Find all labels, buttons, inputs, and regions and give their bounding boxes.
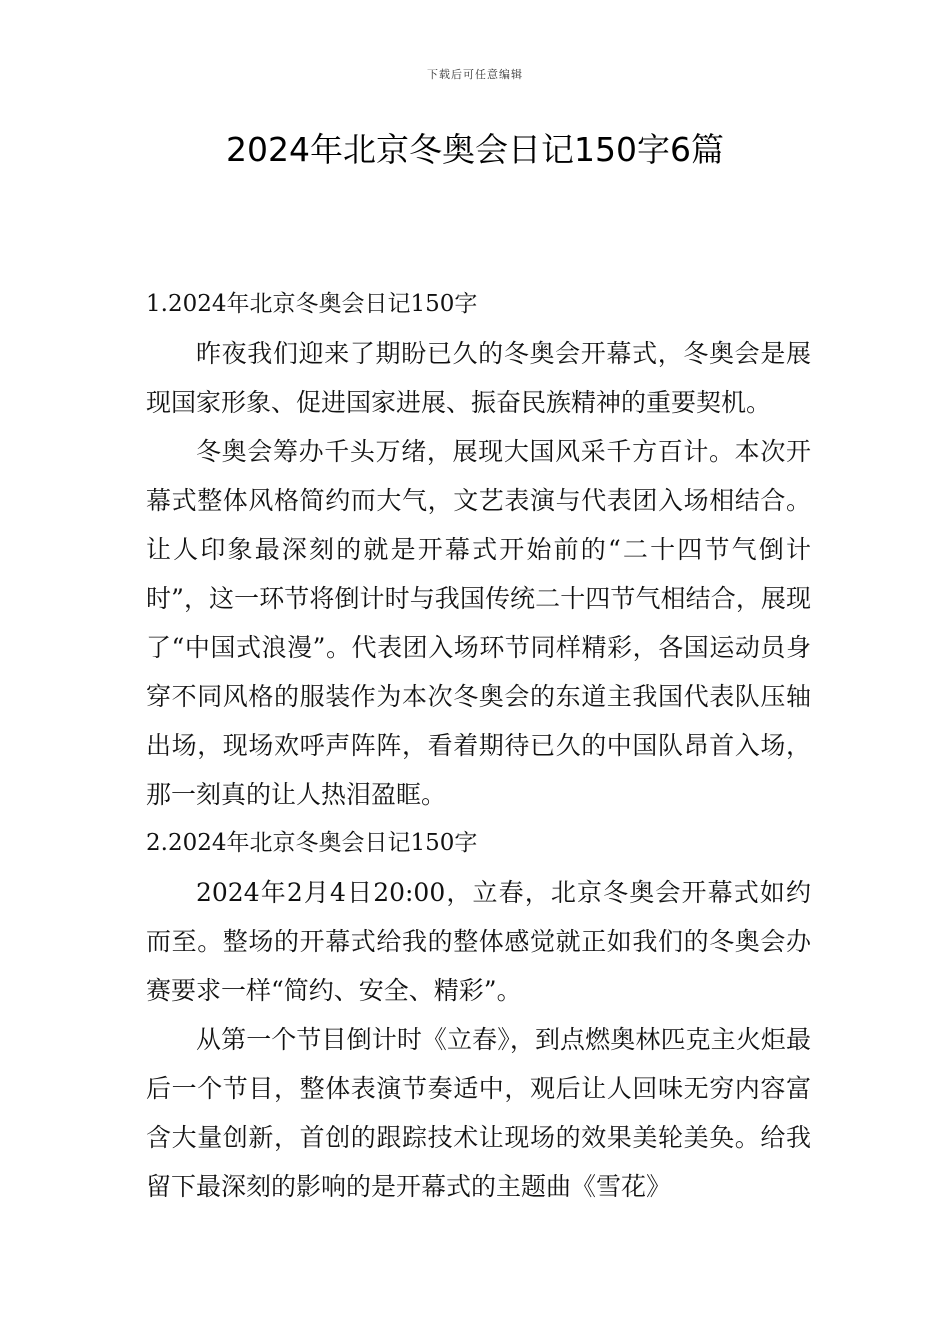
paragraph: 昨夜我们迎来了期盼已久的冬奥会开幕式，冬奥会是展现国家形象、促进国家进展、振奋民族精神的重要契机。 [146,339,811,417]
diary-section-2 [146,819,811,1211]
paragraph: 冬奥会筹办千头万绪，展现大国风采千方百计。本次开幕式整体风格简约而大气，文艺表演与代表团入场相结合。让人印象最深刻的就是开幕式开始前的“二十四节气倒计时”，这一环节将倒计时与我国传统二十四节气相结合，展现了“中国式浪漫”。代表团入场环节同样精彩，各国运动员身穿不同风格的服装作为本次冬奥会的东道主我国代表队压轴出场，现场欢呼声阵阵，看着期待已久的中国队昂首入场，那一刻真的让人热泪盈眶。 [146,437,811,809]
document-title: 2024年北京冬奥会日记150字6篇 [226,130,724,169]
page-header-note: 下载后可任意编辑 [427,68,523,81]
diary-section-1 [146,280,811,819]
paragraph: 2024年2月4日20:00，立春，北京冬奥会开幕式如约而至。整场的开幕式给我的整体感觉就正如我们的冬奥会办赛要求一样“简约、安全、精彩”。 [146,878,811,1005]
paragraph: 从第一个节目倒计时《立春》，到点燃奥林匹克主火炬最后一个节目，整体表演节奏适中，观后让人回味无穷内容富含大量创新，首创的跟踪技术让现场的效果美轮美奂。给我留下最深刻的影响的是开幕式的主题曲《雪花》 [146,1025,811,1201]
document-body [146,280,811,1211]
section-heading: 2.2024年北京冬奥会日记150字 [146,830,478,856]
section-heading: 1.2024年北京冬奥会日记150字 [146,291,478,317]
